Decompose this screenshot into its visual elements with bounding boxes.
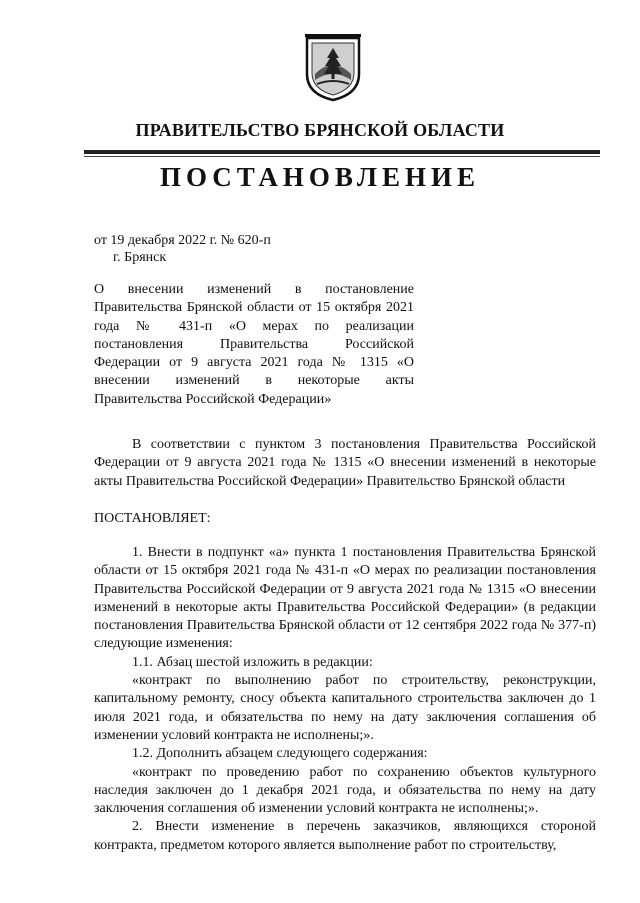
clause-1: 1. Внести в подпункт «а» пункта 1 постановления Правительства Брянской области от 15 октября 2021 года № 431-п «О мерах по реализации постановления Правительства Российской Федерации от 9 августа 2021 года № 1315 «О внесении изменений в некоторые акты Правительства Российской Федерации» (в редакции постановления Правительства Брянской области от 12 сентября 2022 года № 377-п) следующие изменения:: [94, 545, 596, 652]
document-subject: О внесении изменений в постановление Правительства Брянской области от 15 октября 2021 года № 431-п «О мерах по реализации постановления Правительства Российской Федерации от 9 августа 2021 года № 1315 «О внесении изменений в некоторые акты Правительства Российской Федерации»: [94, 282, 414, 407]
header-rule-thin: [84, 156, 600, 157]
preamble-paragraph: В соответствии с пунктом 3 постановления Правительства Российской Федерации от 9 августа 2021 года № 1315 «О внесении изменений в некоторые акты Правительства Российской Федерации» Правительство Брянской области: [94, 437, 596, 489]
document-type-title: ПОСТАНОВЛЕНИЕ: [159, 162, 481, 192]
government-name: ПРАВИТЕЛЬСТВО БРЯНСКОЙ ОБЛАСТИ: [135, 120, 505, 140]
decree-clauses: [94, 544, 596, 855]
clause-1-1-text: «контракт по выполнению работ по строительству, реконструкции, капитальному ремонту, сносу объекта капитального строительства заключен до 1 июля 2021 года, и обязательства по нему на дату заключения соглашения об изменении условий контракта не исполнены;».: [94, 673, 596, 743]
resolves-heading: ПОСТАНОВЛЯЕТ:: [94, 511, 211, 526]
clause-1-2-text: «контракт по проведению работ по сохранению объектов культурного наследия заключен до 1 декабря 2021 года, и обязательства по нему на дату заключения соглашения об изменении условий контракта не исполнены;».: [94, 764, 596, 817]
coat-of-arms-icon: [303, 34, 363, 102]
clause-1-2: 1.2. Дополнить абзацем следующего содержания:: [132, 746, 428, 762]
document-date-number: от 19 декабря 2022 г. № 620-п: [94, 233, 271, 248]
header-rule-thick: [84, 150, 600, 154]
document-city: г. Брянск: [113, 250, 167, 265]
clause-1-1: 1.1. Абзац шестой изложить в редакции:: [132, 654, 373, 670]
clause-2: 2. Внести изменение в перечень заказчиков, являющихся стороной контракта, предметом которого является выполнение работ по строительству,: [94, 819, 596, 853]
